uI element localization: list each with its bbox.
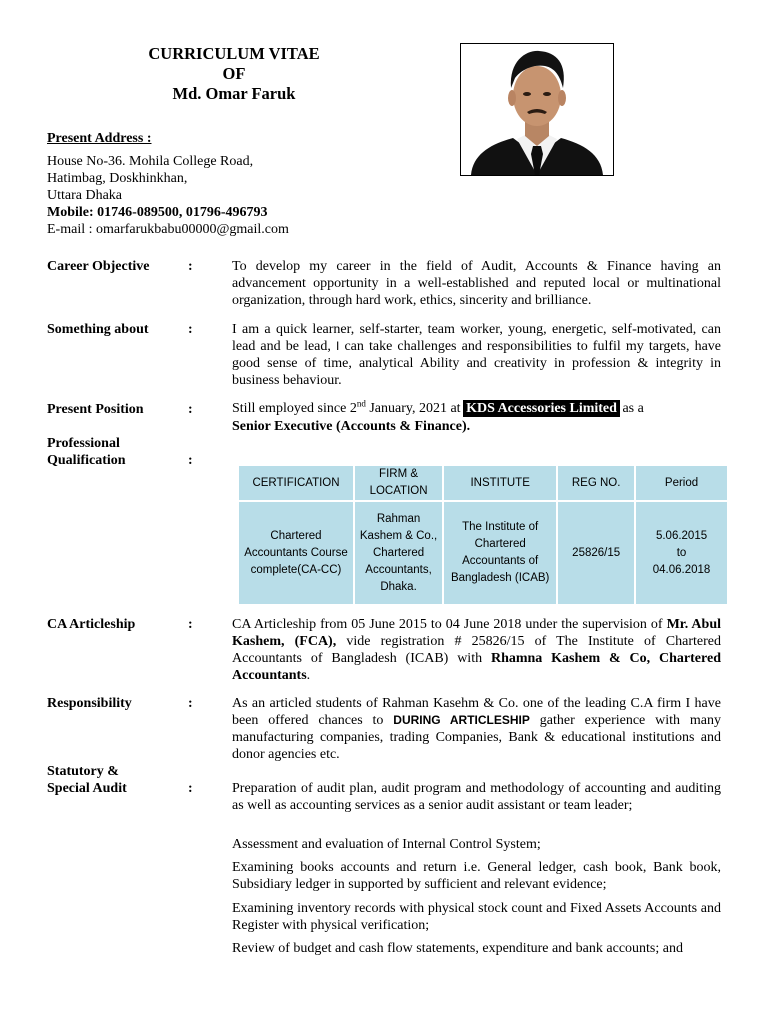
audit-item: Examining books accounts and return i.e. General ledger, cash book, Bank book, Subsidiary ledger in supported by sufficient and relevant evidence; — [232, 860, 721, 892]
table-header-cell: Period — [635, 465, 728, 501]
responsibility-text-part: gather experience with many manufacturing companies, trading Companies, Bank & educational institutions and donor agencies etc. — [232, 713, 721, 762]
table-row — [238, 501, 728, 605]
candidate-name: Md. Omar Faruk — [172, 84, 296, 103]
responsibility-label: Responsibility — [47, 696, 132, 711]
mobile-numbers: Mobile: 01746-089500, 01796-496793 — [47, 205, 268, 220]
company-name-highlight: KDS Accessories Limited — [466, 401, 617, 416]
address-heading: Present Address : — [47, 131, 152, 146]
address-line: Hatimbag, Doskhinkhan, — [47, 171, 188, 186]
present-position-text — [232, 400, 721, 417]
separator-colon: : — [188, 402, 193, 417]
separator-colon: : — [188, 453, 193, 468]
firm-cell: Rahman Kashem & Co., Chartered Accountants, Dhaka. — [354, 501, 443, 605]
email-address: E-mail : omarfarukbabu00000@gmail.com — [47, 222, 289, 237]
address-line: Uttara Dhaka — [47, 188, 123, 203]
audit-item: Examining inventory records with physical stock count and Fixed Assets Accounts and Register with physical verification; — [232, 901, 721, 933]
address-line: House No-36. Mohila College Road, — [47, 154, 254, 169]
period-to-word: to — [676, 546, 687, 559]
job-role: Senior Executive (Accounts & Finance). — [232, 419, 471, 434]
period-to: 04.06.2018 — [652, 563, 711, 576]
articleship-text-part: CA Articleship from 05 June 2015 to 04 June 2018 under the supervision of — [232, 617, 667, 632]
separator-colon: : — [188, 259, 193, 274]
certification-cell: Chartered Accountants Course complete(CA-CC) — [238, 501, 354, 605]
position-text-part: Still employed since 2 — [232, 401, 357, 416]
articleship-text-part: vide registration # 25826/15 of The Institute of Chartered Accountants of Bangladesh (ICAB) with — [232, 634, 721, 666]
qualification-label: Professional — [47, 436, 120, 451]
reg-no-cell: 25826/15 — [557, 501, 635, 605]
qualification-table — [237, 464, 729, 606]
articleship-label: CA Articleship — [47, 617, 136, 632]
articleship-text-part: . — [306, 668, 311, 683]
about-text-part: can take challenges and responsibilities to fulfil my targets, have good sense of time, analytical Ability and creativity in profession & integrity in business behaviour. — [232, 339, 721, 388]
separator-colon: : — [188, 322, 193, 337]
cv-title: CURRICULUM VITAE — [148, 44, 320, 63]
table-header-cell: FIRM & LOCATION — [354, 465, 443, 501]
career-objective-text: To develop my career in the field of Audit, Accounts & Finance having an advancement opportunity in a well-established and reputed local or multinational organization, through hard work, ethics, sincerity and brilliance. — [232, 259, 721, 308]
audit-label: Special Audit — [47, 781, 127, 796]
cv-title-of: OF — [222, 64, 246, 83]
person-photo-icon — [461, 44, 613, 175]
something-about-text — [232, 321, 721, 389]
responsibility-highlight: DURING ARTICLESHIP — [393, 713, 530, 727]
present-position-label: Present Position — [47, 402, 144, 417]
responsibility-text — [232, 695, 721, 763]
about-text-part: I am a quick learner, self-starter, team worker, young, energetic, self-motivated, can lead and be lead, — [232, 322, 721, 354]
supervisor-name: Mr. Abul Kashem, (FCA), — [232, 617, 721, 649]
table-header-row — [238, 465, 728, 501]
articleship-text — [232, 616, 721, 684]
audit-item: Assessment and evaluation of Internal Control System; — [232, 837, 541, 852]
career-objective-label: Career Objective — [47, 259, 150, 274]
audit-label: Statutory & — [47, 764, 119, 779]
position-text-part: as a — [618, 401, 644, 416]
position-text-part: January, 2021 at — [365, 401, 465, 416]
table-header-cell: REG NO. — [557, 465, 635, 501]
articleship-firm: Rhamna Kashem & Co, Chartered Accountants — [232, 651, 721, 683]
table-header-cell: INSTITUTE — [443, 465, 557, 501]
about-text-part: I — [336, 339, 340, 353]
separator-colon: : — [188, 617, 193, 632]
institute-cell: The Institute of Chartered Accountants of Bangladesh (ICAB) — [443, 501, 557, 605]
audit-item: Preparation of audit plan, audit program and methodology of accounting and auditing as well as accounting services as a senior audit assistant or team leader; — [232, 781, 721, 813]
profile-photo — [460, 43, 614, 176]
audit-item: Review of budget and cash flow statements, expenditure and bank accounts; and — [232, 941, 683, 956]
table-header-cell: CERTIFICATION — [238, 465, 354, 501]
qualification-label: Qualification — [47, 453, 126, 468]
separator-colon: : — [188, 781, 193, 796]
period-from: 5.06.2015 — [655, 529, 708, 542]
position-ordinal: nd — [356, 398, 366, 409]
something-about-label: Something about — [47, 322, 149, 337]
separator-colon: : — [188, 696, 193, 711]
responsibility-text-part: As an articled students of Rahman Kasehm & Co. one of the leading C.A firm I have been offered chances to — [232, 696, 721, 728]
period-cell — [635, 501, 728, 605]
